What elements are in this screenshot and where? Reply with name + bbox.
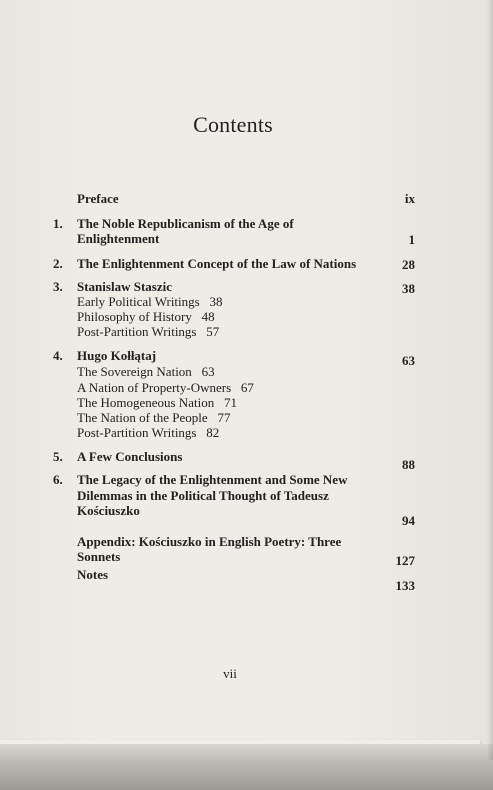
section-page: 63	[201, 364, 215, 379]
section-entry	[77, 410, 230, 425]
appendix-title: Appendix: Kościuszko in English Poetry: Three	[77, 534, 342, 549]
chapter-title-cont: Enlightenment	[77, 231, 160, 246]
preface-label: Preface	[77, 191, 119, 206]
chapter-title: The Legacy of the Enlightenment and Some New	[77, 472, 348, 487]
notes-label: Notes	[77, 567, 109, 582]
preface-page: ix	[404, 191, 415, 206]
chapter-number: 3.	[53, 279, 63, 294]
chapter-page: 1	[408, 232, 415, 247]
chapter-number: 6.	[53, 472, 63, 487]
chapter-number: 4.	[53, 348, 63, 363]
section-entry	[77, 364, 215, 379]
chapter-page: 88	[402, 457, 415, 472]
section-title: Post-Partition Writings	[77, 324, 197, 339]
chapter-number: 5.	[53, 449, 63, 464]
appendix-page: 127	[395, 553, 415, 568]
section-entry	[77, 425, 219, 440]
chapter-title: The Noble Republicanism of the Age of	[77, 216, 294, 231]
chapter-title-cont: Kościuszko	[77, 503, 140, 518]
section-title: Early Political Writings	[77, 294, 200, 309]
page-number: vii	[223, 666, 237, 681]
section-title: Philosophy of History	[77, 309, 192, 324]
chapter-number: 1.	[53, 216, 63, 231]
page-gutter-shadow	[487, 0, 493, 760]
chapter-number: 2.	[53, 256, 63, 271]
section-entry	[77, 324, 219, 339]
chapter-title: Stanislaw Staszic	[77, 279, 172, 294]
chapter-title: A Few Conclusions	[77, 449, 183, 464]
page-title: Contents	[193, 112, 273, 137]
section-page: 57	[206, 324, 220, 339]
section-page: 48	[201, 309, 215, 324]
section-page: 67	[240, 380, 254, 395]
chapter-page: 94	[402, 513, 415, 528]
chapter-title-cont: Dilemmas in the Political Thought of Tadeusz	[77, 488, 329, 503]
chapter-title: The Enlightenment Concept of the Law of Nations	[77, 256, 357, 271]
section-title: A Nation of Property-Owners	[77, 380, 232, 395]
notes-page: 133	[395, 578, 415, 593]
section-page: 82	[206, 425, 220, 440]
section-title: The Nation of the People	[77, 410, 208, 425]
section-title: The Homogeneous Nation	[77, 395, 215, 410]
chapter-page: 63	[402, 353, 415, 368]
page-shadow	[0, 744, 493, 790]
section-entry	[77, 294, 222, 309]
section-page: 38	[209, 294, 223, 309]
section-title: Post-Partition Writings	[77, 425, 197, 440]
section-entry	[77, 380, 254, 395]
section-title: The Sovereign Nation	[77, 364, 192, 379]
appendix-title-cont: Sonnets	[77, 549, 121, 564]
section-page: 71	[223, 395, 237, 410]
chapter-page: 38	[402, 281, 415, 296]
chapter-page: 28	[402, 257, 415, 272]
section-page: 77	[217, 410, 231, 425]
section-entry	[77, 395, 237, 410]
chapter-title: Hugo Kołłątaj	[77, 348, 157, 363]
section-entry	[77, 309, 215, 324]
